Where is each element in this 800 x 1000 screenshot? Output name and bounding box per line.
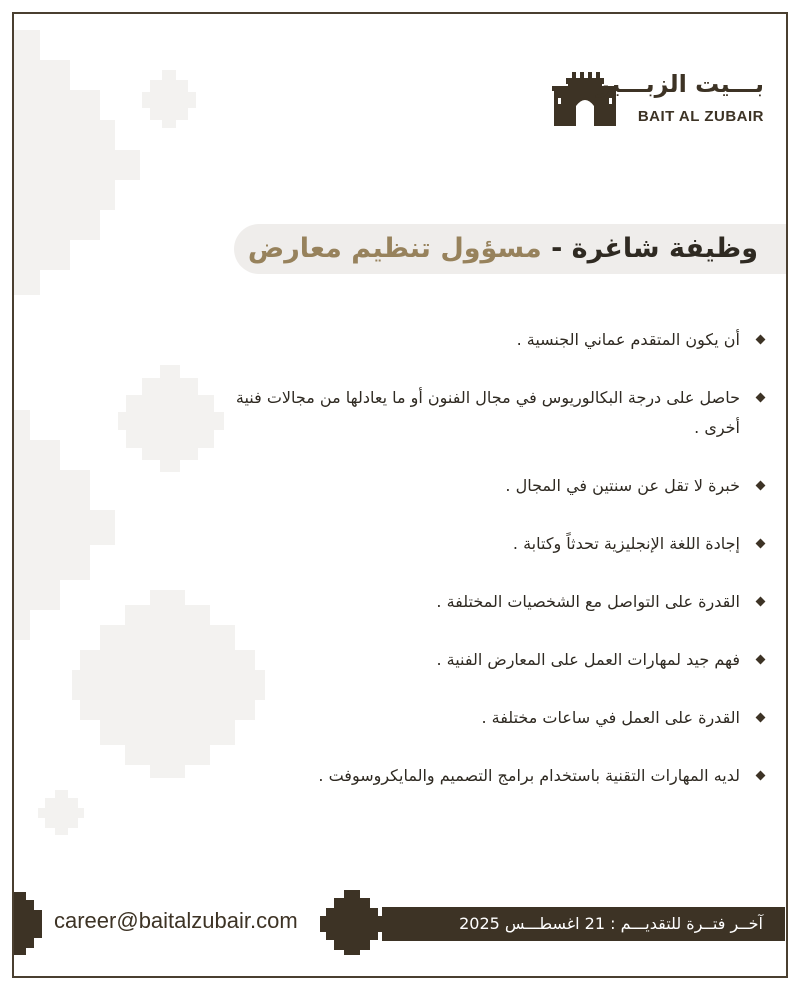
application-deadline: آخــر فتــرة للتقديـــم : 21 اغسطـــس 2025 [459, 914, 763, 933]
requirement-text: خبرة لا تقل عن سنتين في المجال . [505, 476, 740, 495]
requirement-text: أن يكون المتقدم عماني الجنسية . [516, 330, 740, 349]
diamond-bullet-icon [756, 393, 766, 403]
logo-english-text: BAIT AL ZUBAIR [637, 108, 764, 125]
list-item [210, 587, 770, 617]
page-title [248, 228, 758, 270]
diamond-bullet-icon [756, 771, 766, 781]
requirements-list [210, 325, 770, 819]
list-item [210, 471, 770, 501]
list-item [210, 703, 770, 733]
diamond-bullet-icon [756, 481, 766, 491]
requirement-text: حاصل على درجة البكالوريوس في مجال الفنون أو ما يعادلها من مجالات فنية أخرى . [235, 388, 740, 437]
footer-center-ornament [320, 890, 385, 955]
diamond-bullet-icon [756, 655, 766, 665]
logo [552, 70, 772, 130]
contact-email[interactable]: career@baitalzubair.com [54, 908, 298, 933]
footer-left-ornament [14, 892, 42, 955]
logo-arabic-text: بـــيت الزبـــير [596, 70, 764, 98]
list-item [210, 645, 770, 675]
list-item [210, 383, 770, 443]
requirement-text: القدرة على العمل في ساعات مختلفة . [481, 708, 740, 727]
requirement-text: فهم جيد لمهارات العمل على المعارض الفنية . [436, 650, 740, 669]
diamond-bullet-icon [756, 713, 766, 723]
diamond-bullet-icon [756, 539, 766, 549]
list-item [210, 325, 770, 355]
title-banner [234, 224, 786, 274]
list-item [210, 529, 770, 559]
list-item [210, 761, 770, 791]
title-position: مسؤول تنظيم معارض [247, 233, 542, 264]
diamond-bullet-icon [756, 335, 766, 345]
requirement-text: لديه المهارات التقنية باستخدام برامج التصميم والمايكروسوفت . [318, 766, 740, 785]
diamond-bullet-icon [756, 597, 766, 607]
requirement-text: إجادة اللغة الإنجليزية تحدثاً وكتابة . [512, 534, 740, 553]
deadline-banner [382, 907, 785, 941]
title-vacancy: وظيفة شاغرة - [551, 233, 758, 264]
requirement-text: القدرة على التواصل مع الشخصيات المختلفة . [436, 592, 740, 611]
